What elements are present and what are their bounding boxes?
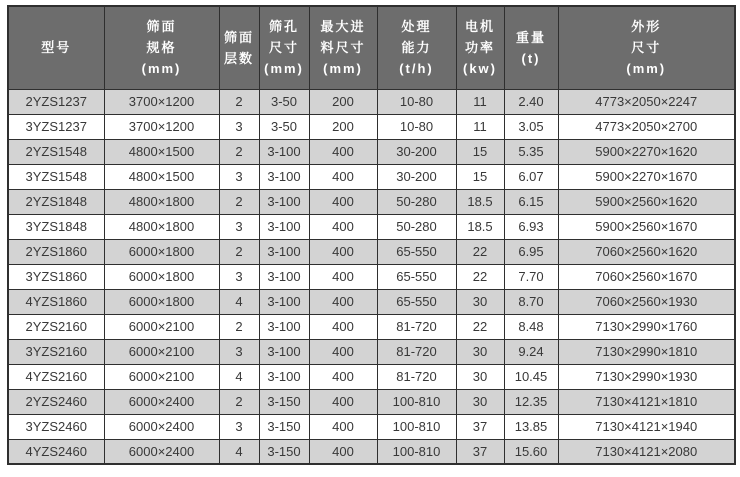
column-header-line: 处理: [401, 19, 432, 35]
table-cell: 3-50: [259, 114, 309, 139]
table-cell: 3-100: [259, 339, 309, 364]
column-header-line: 电机: [464, 19, 495, 35]
table-row-12: [8, 364, 735, 389]
table-cell: 2YZS2460: [8, 389, 104, 414]
table-cell: 18.5: [456, 214, 504, 239]
table-cell: 2YZS2160: [8, 314, 104, 339]
table-cell: 3-150: [259, 439, 309, 464]
table-cell: 11: [456, 114, 504, 139]
table-cell: 10-80: [377, 114, 456, 139]
table-cell: 400: [309, 189, 377, 214]
table-cell: 7.70: [504, 264, 558, 289]
table-cell: 18.5: [456, 189, 504, 214]
table-cell: 3YZS1848: [8, 214, 104, 239]
table-row-1: [8, 89, 735, 114]
column-header-line: (mm): [264, 61, 304, 77]
spec-table: [7, 5, 736, 465]
table-cell: 400: [309, 264, 377, 289]
table-cell: 37: [456, 439, 504, 464]
table-cell: 3-100: [259, 314, 309, 339]
table-cell: 30: [456, 364, 504, 389]
table-cell: 2: [219, 139, 259, 164]
table-cell: 4773×2050×2247: [558, 89, 735, 114]
table-cell: 7130×4121×1940: [558, 414, 735, 439]
table-cell: 5900×2560×1670: [558, 214, 735, 239]
table-cell: 4: [219, 364, 259, 389]
column-header-line: 层数: [223, 50, 254, 66]
table-cell: 4YZS1860: [8, 289, 104, 314]
column-header-line: 型号: [41, 40, 72, 56]
table-cell: 2: [219, 389, 259, 414]
table-cell: 3-100: [259, 239, 309, 264]
column-header-5: [309, 6, 377, 89]
column-header-line: 筛面: [223, 29, 254, 45]
table-cell: 100-810: [377, 389, 456, 414]
table-cell: 81-720: [377, 339, 456, 364]
table-cell: 50-280: [377, 189, 456, 214]
table-cell: 400: [309, 439, 377, 464]
table-row-10: [8, 314, 735, 339]
table-cell: 7130×2990×1930: [558, 364, 735, 389]
table-cell: 4: [219, 289, 259, 314]
column-header-line: 规格: [146, 40, 177, 56]
table-row-3: [8, 139, 735, 164]
table-cell: 2: [219, 89, 259, 114]
column-header-6: [377, 6, 456, 89]
table-cell: 400: [309, 239, 377, 264]
table-cell: 15.60: [504, 439, 558, 464]
table-cell: 7130×4121×1810: [558, 389, 735, 414]
column-header-line: 外形: [631, 19, 662, 35]
table-cell: 400: [309, 139, 377, 164]
table-cell: 22: [456, 264, 504, 289]
table-cell: 400: [309, 314, 377, 339]
table-cell: 6000×1800: [104, 289, 219, 314]
table-cell: 4: [219, 439, 259, 464]
table-cell: 6.95: [504, 239, 558, 264]
column-header-1: [8, 6, 104, 89]
header-row: [8, 6, 735, 89]
column-header-line: (mm): [141, 61, 182, 77]
table-cell: 3: [219, 214, 259, 239]
table-cell: 4YZS2160: [8, 364, 104, 389]
table-cell: 50-280: [377, 214, 456, 239]
table-cell: 100-810: [377, 439, 456, 464]
table-cell: 4773×2050×2700: [558, 114, 735, 139]
table-cell: 13.85: [504, 414, 558, 439]
table-cell: 400: [309, 214, 377, 239]
table-cell: 3-150: [259, 414, 309, 439]
table-body: [8, 89, 735, 464]
table-cell: 3: [219, 339, 259, 364]
table-cell: 4800×1500: [104, 164, 219, 189]
table-cell: 8.70: [504, 289, 558, 314]
table-cell: 3YZS2160: [8, 339, 104, 364]
table-cell: 10-80: [377, 89, 456, 114]
table-cell: 7130×4121×2080: [558, 439, 735, 464]
column-header-line: (t): [521, 50, 541, 66]
table-cell: 3-100: [259, 164, 309, 189]
column-header-4: [259, 6, 309, 89]
table-row-4: [8, 164, 735, 189]
column-header-line: 尺寸: [631, 40, 662, 56]
table-row-15: [8, 439, 735, 464]
table-cell: 22: [456, 314, 504, 339]
table-cell: 7060×2560×1670: [558, 264, 735, 289]
table-cell: 6000×1800: [104, 264, 219, 289]
table-cell: 3: [219, 264, 259, 289]
table-cell: 30-200: [377, 164, 456, 189]
table-cell: 2YZS1848: [8, 189, 104, 214]
table-cell: 7130×2990×1810: [558, 339, 735, 364]
column-header-line: 料尺寸: [320, 40, 366, 56]
table-cell: 37: [456, 414, 504, 439]
table-cell: 3-100: [259, 139, 309, 164]
table-cell: 3-100: [259, 289, 309, 314]
table-cell: 400: [309, 414, 377, 439]
column-header-line: 尺寸: [268, 40, 299, 56]
column-header-line: (kw): [463, 61, 497, 77]
table-row-6: [8, 214, 735, 239]
column-header-line: 能力: [401, 40, 432, 56]
table-cell: 6000×2100: [104, 314, 219, 339]
table-cell: 7130×2990×1760: [558, 314, 735, 339]
table-cell: 12.35: [504, 389, 558, 414]
table-cell: 3YZS2460: [8, 414, 104, 439]
table-row-9: [8, 289, 735, 314]
table-cell: 81-720: [377, 314, 456, 339]
column-header-9: [558, 6, 735, 89]
table-cell: 30: [456, 389, 504, 414]
table-cell: 65-550: [377, 289, 456, 314]
table-cell: 5.35: [504, 139, 558, 164]
table-cell: 6000×2400: [104, 389, 219, 414]
table-cell: 100-810: [377, 414, 456, 439]
table-cell: 6000×2100: [104, 364, 219, 389]
table-cell: 81-720: [377, 364, 456, 389]
table-cell: 65-550: [377, 264, 456, 289]
table-cell: 3YZS1548: [8, 164, 104, 189]
table-cell: 15: [456, 164, 504, 189]
table-cell: 6000×2100: [104, 339, 219, 364]
table-cell: 400: [309, 339, 377, 364]
table-cell: 11: [456, 89, 504, 114]
column-header-line: 筛面: [146, 19, 177, 35]
table-cell: 6.15: [504, 189, 558, 214]
table-row-8: [8, 264, 735, 289]
table-cell: 2: [219, 189, 259, 214]
table-cell: 3YZS1860: [8, 264, 104, 289]
table-cell: 3700×1200: [104, 89, 219, 114]
table-cell: 400: [309, 364, 377, 389]
table-row-13: [8, 389, 735, 414]
table-cell: 3: [219, 414, 259, 439]
table-row-5: [8, 189, 735, 214]
table-cell: 200: [309, 114, 377, 139]
table-cell: 3-100: [259, 189, 309, 214]
table-cell: 15: [456, 139, 504, 164]
table-cell: 3-100: [259, 264, 309, 289]
table-row-7: [8, 239, 735, 264]
table-cell: 400: [309, 164, 377, 189]
column-header-line: (mm): [323, 61, 363, 77]
column-header-8: [504, 6, 558, 89]
table-header: [8, 6, 735, 89]
table-cell: 5900×2270×1620: [558, 139, 735, 164]
table-cell: 3700×1200: [104, 114, 219, 139]
column-header-7: [456, 6, 504, 89]
column-header-3: [219, 6, 259, 89]
table-cell: 2YZS1237: [8, 89, 104, 114]
table-cell: 4800×1800: [104, 189, 219, 214]
table-cell: 400: [309, 289, 377, 314]
table-row-2: [8, 114, 735, 139]
table-cell: 3-150: [259, 389, 309, 414]
table-cell: 200: [309, 89, 377, 114]
table-cell: 6000×2400: [104, 439, 219, 464]
table-row-11: [8, 339, 735, 364]
table-cell: 2: [219, 314, 259, 339]
table-cell: 30: [456, 339, 504, 364]
table-cell: 3-100: [259, 364, 309, 389]
table-cell: 3: [219, 164, 259, 189]
table-cell: 4800×1500: [104, 139, 219, 164]
table-cell: 6000×1800: [104, 239, 219, 264]
table-cell: 2.40: [504, 89, 558, 114]
table-cell: 30: [456, 289, 504, 314]
table-cell: 8.48: [504, 314, 558, 339]
table-cell: 30-200: [377, 139, 456, 164]
column-header-line: (t/h): [399, 61, 434, 77]
table-cell: 6000×2400: [104, 414, 219, 439]
table-cell: 400: [309, 389, 377, 414]
table-cell: 65-550: [377, 239, 456, 264]
column-header-line: 功率: [464, 40, 495, 56]
table-cell: 7060×2560×1930: [558, 289, 735, 314]
column-header-line: (mm): [626, 61, 667, 77]
table-cell: 2YZS1548: [8, 139, 104, 164]
table-cell: 4YZS2460: [8, 439, 104, 464]
column-header-2: [104, 6, 219, 89]
column-header-line: 最大进: [320, 19, 366, 35]
column-header-line: 筛孔: [268, 19, 299, 35]
table-cell: 3YZS1237: [8, 114, 104, 139]
table-cell: 2YZS1860: [8, 239, 104, 264]
table-cell: 6.93: [504, 214, 558, 239]
table-cell: 5900×2560×1620: [558, 189, 735, 214]
table-cell: 3.05: [504, 114, 558, 139]
table-cell: 22: [456, 239, 504, 264]
table-cell: 6.07: [504, 164, 558, 189]
table-cell: 3-50: [259, 89, 309, 114]
table-cell: 5900×2270×1670: [558, 164, 735, 189]
table-row-14: [8, 414, 735, 439]
table-cell: 10.45: [504, 364, 558, 389]
table-cell: 7060×2560×1620: [558, 239, 735, 264]
column-header-line: 重量: [515, 29, 546, 45]
table-cell: 3-100: [259, 214, 309, 239]
table-cell: 2: [219, 239, 259, 264]
table-cell: 3: [219, 114, 259, 139]
table-cell: 9.24: [504, 339, 558, 364]
table-cell: 4800×1800: [104, 214, 219, 239]
